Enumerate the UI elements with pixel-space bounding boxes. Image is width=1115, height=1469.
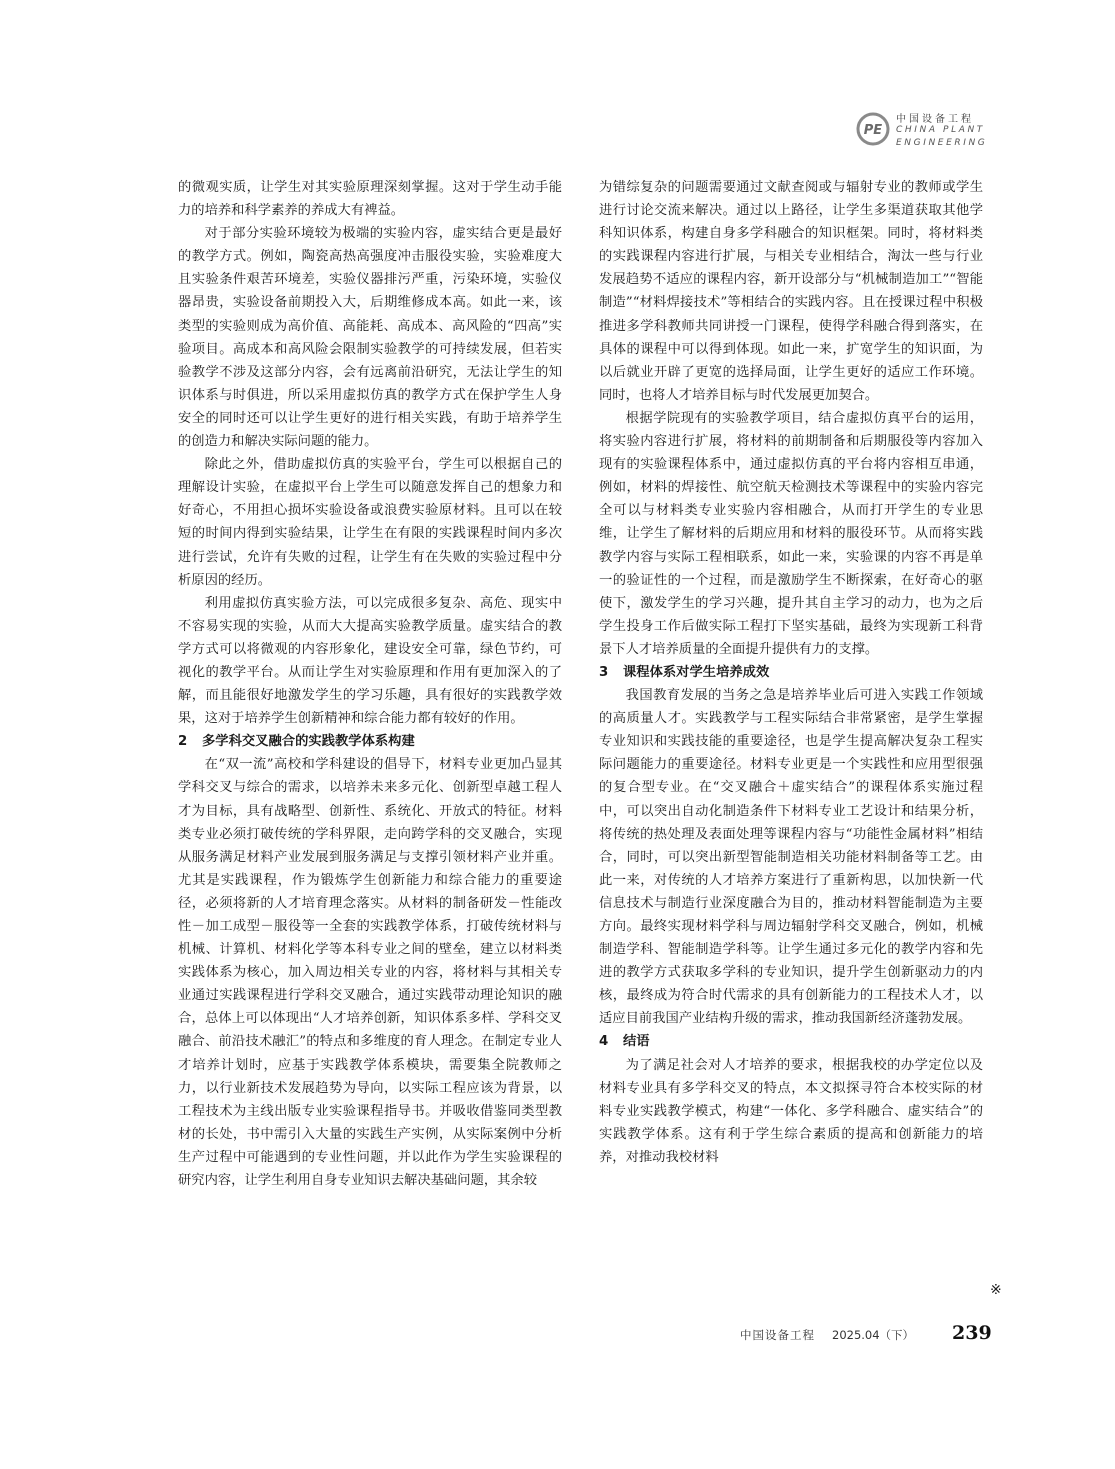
- paragraph: 为了满足社会对人才培养的要求，根据我校的办学定位以及材料专业具有多学科交叉的特点，本文拟探寻符合本校实际的材料专业实践教学模式，构建“一体化、多学科融合、虚实结合”的实践教学体系。这有利于学生综合素质的提高和创新能力的培养，对推动我校材料: [599, 1057, 983, 1165]
- paragraph: 为错综复杂的问题需要通过文献查阅或与辐射专业的教师或学生进行讨论交流来解决。通过以上路径，让学生多渠道获取其他学科知识体系，构建自身多学科融合的知识框架。同时，将材料类的实践课程内容进行扩展，与相关专业相结合，淘汰一些与行业发展趋势不适应的课程内容，新开设部分与“机械制造加工”“智能制造”“材料焊接技术”等相结合的实践内容。且在授课过程中积极推进多学科教师共同讲授一门课程，使得学科融合得到落实，在具体的课程中可以得到体现。如此一来，扩宽学生的知识面，为以后就业开辟了更宽的选择局面，让学生更好的适应工作环境。同时，也将人才培养目标与时代发展更加契合。: [599, 180, 983, 403]
- paragraph: 除此之外，借助虚拟仿真的实验平台，学生可以根据自己的理解设计实验，在虚拟平台上学生可以随意发挥自己的想象力和好奇心，不用担心损坏实验设备或浪费实验原材料。且可以在较短的时间内得到实验结果，让学生在有限的实践课程时间内多次进行尝试，允许有失败的过程，让学生有在失败的实验过程中分析原因的经历。: [178, 457, 562, 588]
- paragraph: 根据学院现有的实验教学项目，结合虚拟仿真平台的运用，将实验内容进行扩展，将材料的前期制备和后期服役等内容加入现有的实验课程体系中，通过虚拟仿真的平台将内容相互串通，例如，材料的焊接性、航空航天检测技术等课程中的实验内容完全可以与材料类专业实验内容相融合，从而打开学生的专业思维，让学生了解材料的后期应用和材料的服役环节。从而将实践教学内容与实际工程相联系，如此一来，实验课的内容不再是单一的验证性的一个过程，而是激励学生不断探索，在好奇心的驱使下，激发学生的学习兴趣，提升其自主学习的动力，也为之后学生投身工作后做实际工程打下坚实基础，最终为实现新工科背景下人才培养质量的全面提升提供有力的支撑。: [599, 410, 983, 657]
- footer-issue: 2025.04（下）: [832, 1328, 915, 1342]
- page-number: 239: [952, 1322, 992, 1344]
- right-column: [599, 176, 983, 1169]
- section-number: 2: [178, 734, 188, 750]
- section-title: 课程体系对学生培养成效: [623, 664, 770, 680]
- section-heading: [599, 661, 983, 684]
- paragraph: 的微观实质，让学生对其实验原理深刻掌握。这对于学生动手能力的培养和科学素养的养成大有裨益。: [178, 180, 562, 219]
- section-number: 3: [599, 664, 609, 680]
- masthead-journal-en-line2: ENGINEERING: [896, 138, 988, 148]
- section-number: 4: [599, 1034, 609, 1050]
- section-heading: [599, 1030, 983, 1053]
- masthead-journal-en-line1: CHINA PLANT: [896, 125, 985, 135]
- paragraph: 我国教育发展的当务之急是培养毕业后可进入实践工作领域的高质量人才。实践教学与工程实际结合非常紧密，是学生掌握专业知识和实践技能的重要途径，也是学生提高解决复杂工程实际问题能力的重要途径。材料专业更是一个实践性和应用型很强的复合型专业。在“交叉融合＋虚实结合”的课程体系实施过程中，可以突出自动化制造条件下材料专业工艺设计和结果分析，将传统的热处理及表面处理等课程内容与“功能性金属材料”相结合，同时，可以突出新型智能制造相关功能材料制备等工艺。由此一来，对传统的人才培养方案进行了重新构思，以加快新一代信息技术与制造行业深度融合为目的，推动材料智能制造为主要方向。最终实现材料学科与周边辐射学科交叉融合，例如，机械制造学科、智能制造学科等。让学生通过多元化的教学内容和先进的教学方式获取多学科的专业知识，提升学生创新驱动力的内核，最终成为符合时代需求的具有创新能力的工程技术人才，以适应目前我国产业结构升级的需求，推动我国新经济蓬勃发展。: [599, 688, 983, 1027]
- masthead: [856, 108, 1036, 154]
- footer-journal-name: 中国设备工程: [740, 1328, 815, 1342]
- paragraph: 对于部分实验环境较为极端的实验内容，虚实结合更是最好的教学方式。例如，陶瓷高热高强度冲击服役实验，实验难度大且实验条件艰苦环境差，实验仪器排污严重，污染环境，实验仪器昂贵，实验设备前期投入大，后期维修成本高。如此一来，该类型的实验则成为高价值、高能耗、高成本、高风险的“四高”实验项目。高成本和高风险会限制实验教学的可持续发展，但若实验教学不涉及这部分内容，会有远离前沿研究，无法让学生的知识体系与时俱进，所以采用虚拟仿真的教学方式在保护学生人身安全的同时还可以让学生更好的进行相关实践，有助于培养学生的创造力和解决实际问题的能力。: [178, 226, 562, 450]
- left-column: [178, 176, 562, 1192]
- section-title: 结语: [623, 1034, 650, 1050]
- paragraph: 利用虚拟仿真实验方法，可以完成很多复杂、高危、现实中不容易实现的实验，从而大大提高实验教学质量。虚实结合的教学方式可以将微观的内容形象化，建设安全可靠，绿色节约，可视化的教学平台。从而让学生对实验原理和作用有更加深入的了解，而且能很好地激发学生的学习乐趣，具有很好的实践教学效果，这对于培养学生创新精神和综合能力都有较好的作用。: [178, 595, 562, 727]
- journal-logo-icon: [856, 112, 890, 146]
- logo-text: PE: [863, 123, 883, 138]
- masthead-journal-cn: 中国设备工程: [896, 114, 974, 125]
- section-title: 多学科交叉融合的实践教学体系构建: [202, 734, 415, 750]
- paragraph: 在“双一流”高校和学科建设的倡导下，材料专业更加凸显其学科交叉与综合的需求，以培养未来多元化、创新型卓越工程人才为目标，具有战略型、创新性、系统化、开放式的特征。材料类专业必须打破传统的学科界限，走向跨学科的交叉融合，实现从服务满足材料产业发展到服务满足与支撑引领材料产业并重。尤其是实践课程，作为锻炼学生创新能力和综合能力的重要途径，必须将新的人才培育理念落实。从材料的制备研发－性能改性－加工成型－服役等一全套的实践教学体系，打破传统材料与机械、计算机、材料化学等本科专业之间的壁垒，建立以材料类实践体系为核心，加入周边相关专业的内容，将材料与其相关专业通过实践课程进行学科交叉融合，通过实践带动理论知识的融合，总体上可以体现出“人才培养创新，知识体系多样、学科交叉融合、前沿技术融汇”的特点和多维度的育人理念。在制定专业人才培养计划时，应基于实践教学体系模块，需要集全院教师之力，以行业新技术发展趋势为导向，以实际工程应该为背景，以工程技术为主线出版专业实验课程指导书。并吸收借鉴同类型教材的长处，书中需引入大量的实践生产实例，从实际案例中分析生产过程中可能遇到的专业性问题，并以此作为学生实验课程的研究内容，让学生利用自身专业知识去解决基础问题，其余较: [178, 757, 562, 1189]
- section-heading: [178, 730, 562, 753]
- continuation-mark: ※: [990, 1282, 1002, 1298]
- page-footer: [740, 1322, 990, 1346]
